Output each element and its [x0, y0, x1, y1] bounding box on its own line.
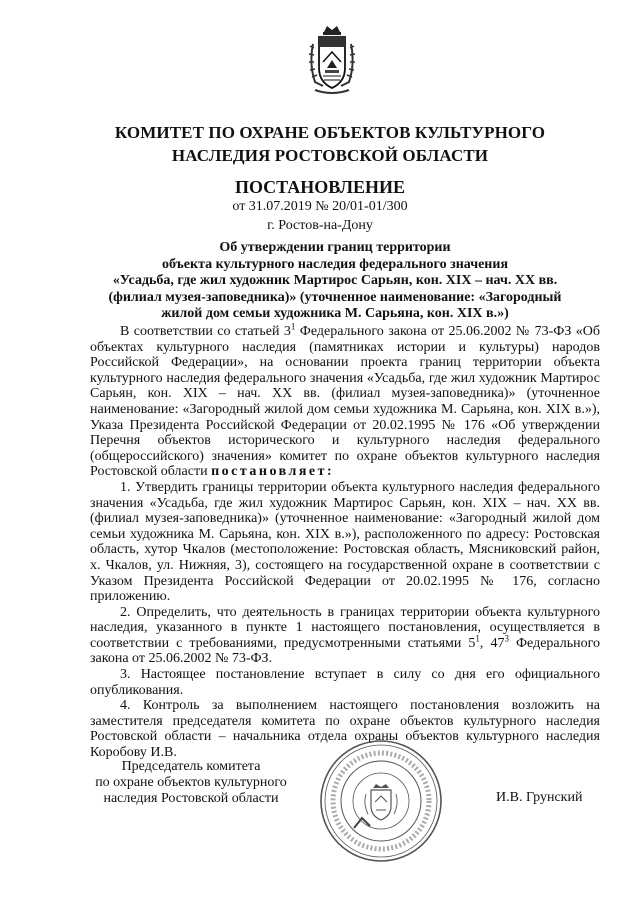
resolution-item-4: 4. Контроль за выполнением настоящего постановления возложить на заместителя председателя комитета по охране объектов культурного наследия Ростовской области – начальника отдела охраны объектов культурного наследия Коробову И.В.	[90, 698, 600, 761]
issuing-authority-title	[60, 121, 600, 167]
document-city: г. Ростов-на-Дону	[267, 218, 373, 233]
subject-line: Об утверждении границ территории	[219, 240, 451, 255]
superscript-index: 1	[290, 321, 296, 332]
official-round-seal-icon	[318, 738, 444, 864]
subject-line: объекта культурного наследия федерального значения	[161, 256, 509, 272]
preamble-text: В соответствии со статьей 3	[120, 324, 291, 339]
resolution-item-1: 1. Утвердить границы территории объекта культурного наследия федерального значения «Усадьба, где жил художник Мартирос Сарьян, кон. XIX – нач. XX вв. (филиал музея-заповедника)» (уточненное наименование: «Загородный жилой дом семьи художника М. Сарьяна, кон. XIX в.»), расположенного по адресу: Ростовская область, хутор Чкалов (местоположение: Ростовская область, Мясниковский район, х. Чкалов, ул. Нижняя, 3), состоящего на государственной охране в соответствии с Указом Президента Российской Федерации от 20.02.1995 № 176, согласно приложению.	[90, 479, 600, 605]
subject-line: «Усадьба, где жил художник Мартирос Сарьян, кон. XIX – нач. XX вв.	[112, 273, 558, 288]
subject-line: (филиал музея-заповедника)» (уточненное наименование: «Загородный	[108, 289, 562, 305]
authority-line: НАСЛЕДИЯ РОСТОВСКОЙ ОБЛАСТИ	[171, 146, 489, 165]
authority-line: КОМИТЕТ ПО ОХРАНЕ ОБЪЕКТОВ КУЛЬТУРНОГО	[114, 123, 546, 142]
resolution-item-3: 3. Настоящее постановление вступает в силу со дня его официального опубликования.	[90, 667, 600, 698]
item-text: Федерального закона от 25.06.2002 № 73-ФЗ.	[90, 635, 600, 667]
rostov-oblast-coat-of-arms-icon	[305, 24, 359, 96]
preamble-text: Федерального закона от 25.06.2002 № 73-ФЗ «Об объектах культурного наследия (памятниках истории и культуры) народов Российской Федерации», на основании проекта границ территории объекта культурного наследия федерального значения «Усадьба, где жил художник Мартирос Сарьян, кон. XIX – нач. XX вв. (филиал музея-заповедника)» (уточненное наименование: «Загородный жилой дом семьи художника М. Сарьяна, кон. XIX в.»), Указа Президента Российской Федерации от 20.02.1995 № 176 «Об утверждении Перечня объектов исторического и культурного наследия федерального (общероссийского) значения» комитет по охране объектов культурного наследия Ростовской области	[90, 324, 600, 480]
signatory-name: И.В. Грунский	[496, 790, 583, 805]
position-line: по охране объектов культурного	[95, 775, 287, 790]
resolution-item-2	[90, 605, 600, 667]
signatory-position	[86, 759, 296, 807]
position-line: наследия Ростовской области	[103, 791, 279, 806]
document-body	[90, 321, 600, 761]
superscript-index: 3	[504, 633, 509, 644]
item-text: 2. Определить, что деятельность в границах территории объекта культурного наследия, указанного в пункте 1 настоящего постановления, осуществляется в соответствии с требованиями, предусмотренными статьями 5	[90, 604, 600, 651]
resolve-word: постановляет:	[211, 464, 335, 480]
superscript-index: 1	[475, 633, 480, 644]
preamble-paragraph	[90, 321, 600, 480]
document-subject	[92, 240, 578, 323]
subject-line: жилой дом семьи художника М. Сарьяна, кон. XIX в.»)	[161, 306, 509, 321]
position-line: Председатель комитета	[121, 759, 261, 774]
document-number-date: от 31.07.2019 № 20/01-01/300	[232, 199, 408, 214]
document-type-heading: ПОСТАНОВЛЕНИЕ	[234, 177, 406, 197]
item-text: , 47	[479, 635, 505, 651]
